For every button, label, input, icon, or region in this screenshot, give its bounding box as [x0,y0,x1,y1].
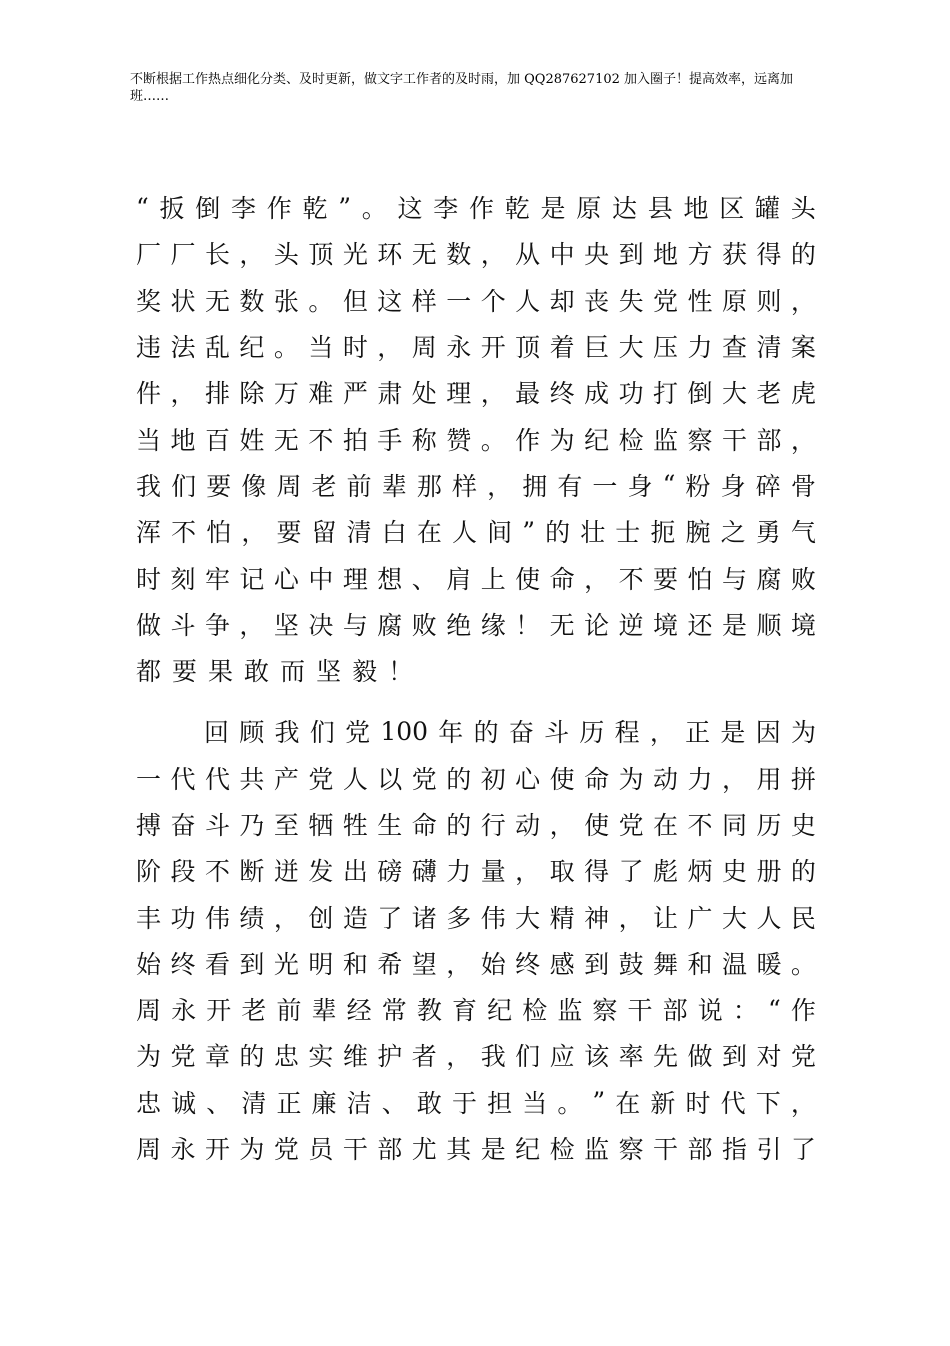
text-line: 时 刻 牢 记 心 中 理 想 、 肩 上 使 命 ， 不 要 怕 与 腐 败 [136,564,816,594]
text-line: 丰 功 伟 绩 ， 创 造 了 诸 多 伟 大 精 神 ， 让 广 大 人 民 [136,903,816,933]
text-line: 都 要 果 敢 而 坚 毅 ！ [136,657,414,687]
text-line: 始 终 看 到 光 明 和 希 望 ， 始 终 感 到 鼓 舞 和 温 暖 。 [136,949,816,979]
document-body [136,184,816,1171]
text-line: 件 ， 排 除 万 难 严 肃 处 理 ， 最 终 成 功 打 倒 大 老 虎 [136,379,816,409]
text-line: 一 代 代 共 产 党 人 以 党 的 初 心 使 命 为 动 力 ， 用 拼 [136,764,816,794]
text-line: 周 永 开 为 党 员 干 部 尤 其 是 纪 检 监 察 干 部 指 引 了 [136,1135,816,1165]
paragraph [136,184,816,693]
text-line: 浑 不 怕 ， 要 留 清 白 在 人 间 ” 的 壮 士 扼 腕 之 勇 气 [136,516,816,548]
text-line: 我 们 要 像 周 老 前 辈 那 样 ， 拥 有 一 身 “ 粉 身 碎 骨 [136,470,816,501]
text-line: 违 法 乱 纪 。 当 时 ， 周 永 开 顶 着 巨 大 压 力 查 清 案 [136,333,816,363]
text-line: 忠 诚 、 清 正 廉 洁 、 敢 于 担 当 。 ” 在 新 时 代 下 ， [136,1087,816,1118]
text-line: 搏 奋 斗 乃 至 牺 牲 生 命 的 行 动 ， 使 党 在 不 同 历 史 [136,811,816,840]
text-line: 当 地 百 姓 无 不 拍 手 称 赞 。 作 为 纪 检 监 察 干 部 ， [136,425,816,455]
text-line: 做 斗 争 ， 坚 决 与 腐 败 绝 缘 ！ 无 论 逆 境 还 是 顺 境 [136,610,816,640]
text-line: 奖 状 无 数 张 。 但 这 样 一 个 人 却 丧 失 党 性 原 则 ， [136,286,816,316]
text-line: 周 永 开 老 前 辈 经 常 教 育 纪 检 监 察 干 部 说 ： “ 作 [136,994,816,1026]
text-line: “ 扳 倒 李 作 乾 ” 。 这 李 作 乾 是 原 达 县 地 区 罐 头 [136,192,816,224]
text-line: 厂 厂 长 ， 头 顶 光 环 无 数 ， 从 中 央 到 地 方 获 得 的 [136,240,816,270]
paragraph [136,708,816,1171]
text-line: 阶 段 不 断 迸 发 出 磅 礴 力 量 ， 取 得 了 彪 炳 史 册 的 [136,857,816,887]
text-line: 回 顾 我 们 党 100 年 的 奋 斗 历 程 ， 正 是 因 为 [204,716,816,748]
page-header-note: 不断根据工作热点细化分类、及时更新，做文字工作者的及时雨，加 QQ287627102 加入圈子！提高效率，远离加班…… [130,72,794,104]
text-line: 为 党 章 的 忠 实 维 护 者 ， 我 们 应 该 率 先 做 到 对 党 [136,1042,816,1072]
